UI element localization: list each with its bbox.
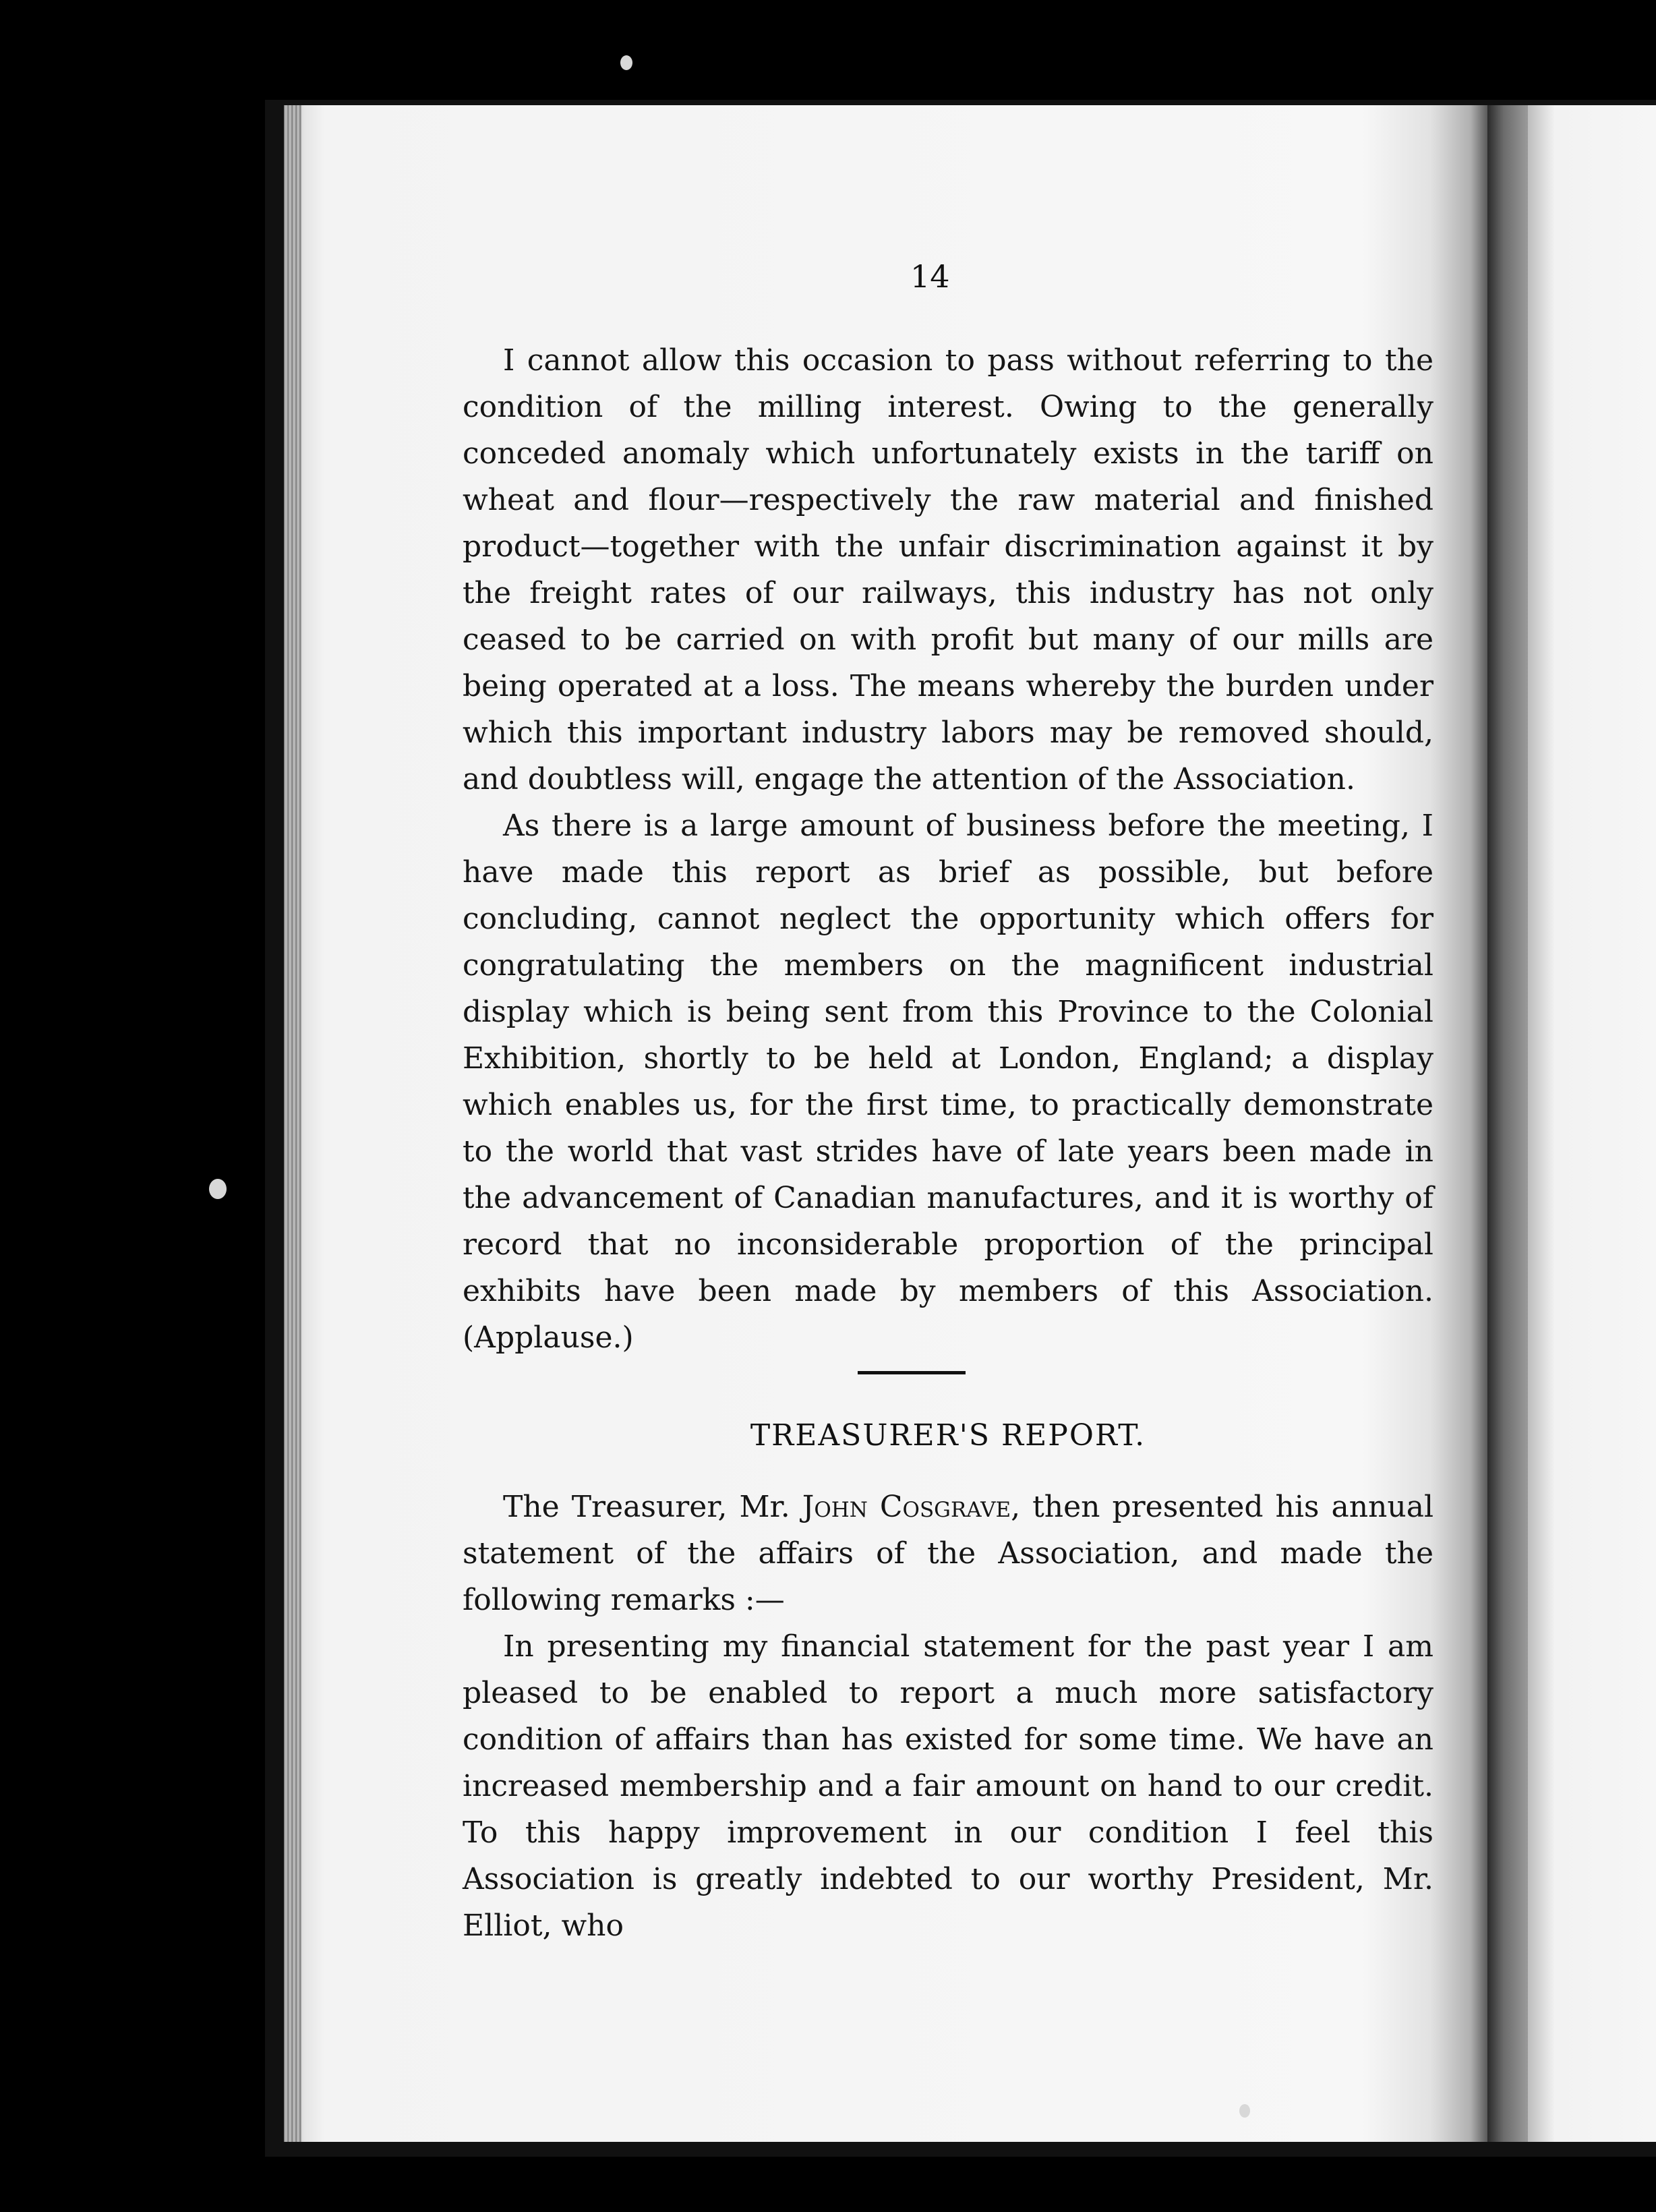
intro-before-name: The Treasurer, Mr. <box>503 1490 802 1524</box>
treasurer-name: John Cosgrave <box>802 1490 1011 1524</box>
left-page-text <box>463 337 1433 1361</box>
book-gutter <box>1487 105 1528 2142</box>
scan-speck <box>1239 2104 1250 2118</box>
scan-speck <box>209 1179 227 1199</box>
treasurer-text <box>463 1484 1433 1949</box>
section-heading: TREASURER'S REPORT. <box>750 1418 1146 1453</box>
page-number: 14 <box>910 258 950 295</box>
section-divider <box>858 1371 966 1374</box>
paragraph-milling: I cannot allow this occasion to pass without referring to the condition of the milling interest. Owing to the generally conceded anomaly which unfortunately exists in the tariff on wheat and flour—respectively the raw material and finished product—together with the unfair discrimination against it by the freight rates of our railways, this industry has not only ceased to be carried on with profit but many of our mills are being operated at a loss. The means whereby the burden under which this important industry labors may be removed should, and doubtless will, engage the attention of the Association. <box>463 343 1433 796</box>
page-edge <box>284 105 301 2142</box>
treasurer-statement: In presenting my financial statement for the past year I am pleased to be enabled to report a much more satisfactory condition of affairs than has existed for some time. We have an increased membership and a fair amount on hand to our credit. To this happy improvement in our condition I feel this Association is greatly indebted to our worthy President, Mr. Elliot, who <box>463 1629 1433 1943</box>
paragraph-exhibition: As there is a large amount of business before the meeting, I have made this report as brief as possible, but before concluding, cannot neglect the opportunity which offers for congratulating the members on the magnificent industrial display which is being sent from this Province to the Colonial Exhibition, shortly to be held at London, England; a display which enables us, for the first time, to practically demonstrate to the world that vast strides have of late years been made in the advancement of Canadian manufactures, and it is worthy of record that no inconsiderable proportion of the principal exhibits have been made by members of this Association. (Applause.) <box>463 809 1433 1355</box>
scan-speck <box>620 55 632 70</box>
right-page <box>1528 105 1656 2142</box>
treasurer-intro <box>463 1484 1433 1623</box>
intro-after-name: , then presented his annual statement of the affairs of the Association, and made the following remarks :— <box>463 1490 1434 1617</box>
